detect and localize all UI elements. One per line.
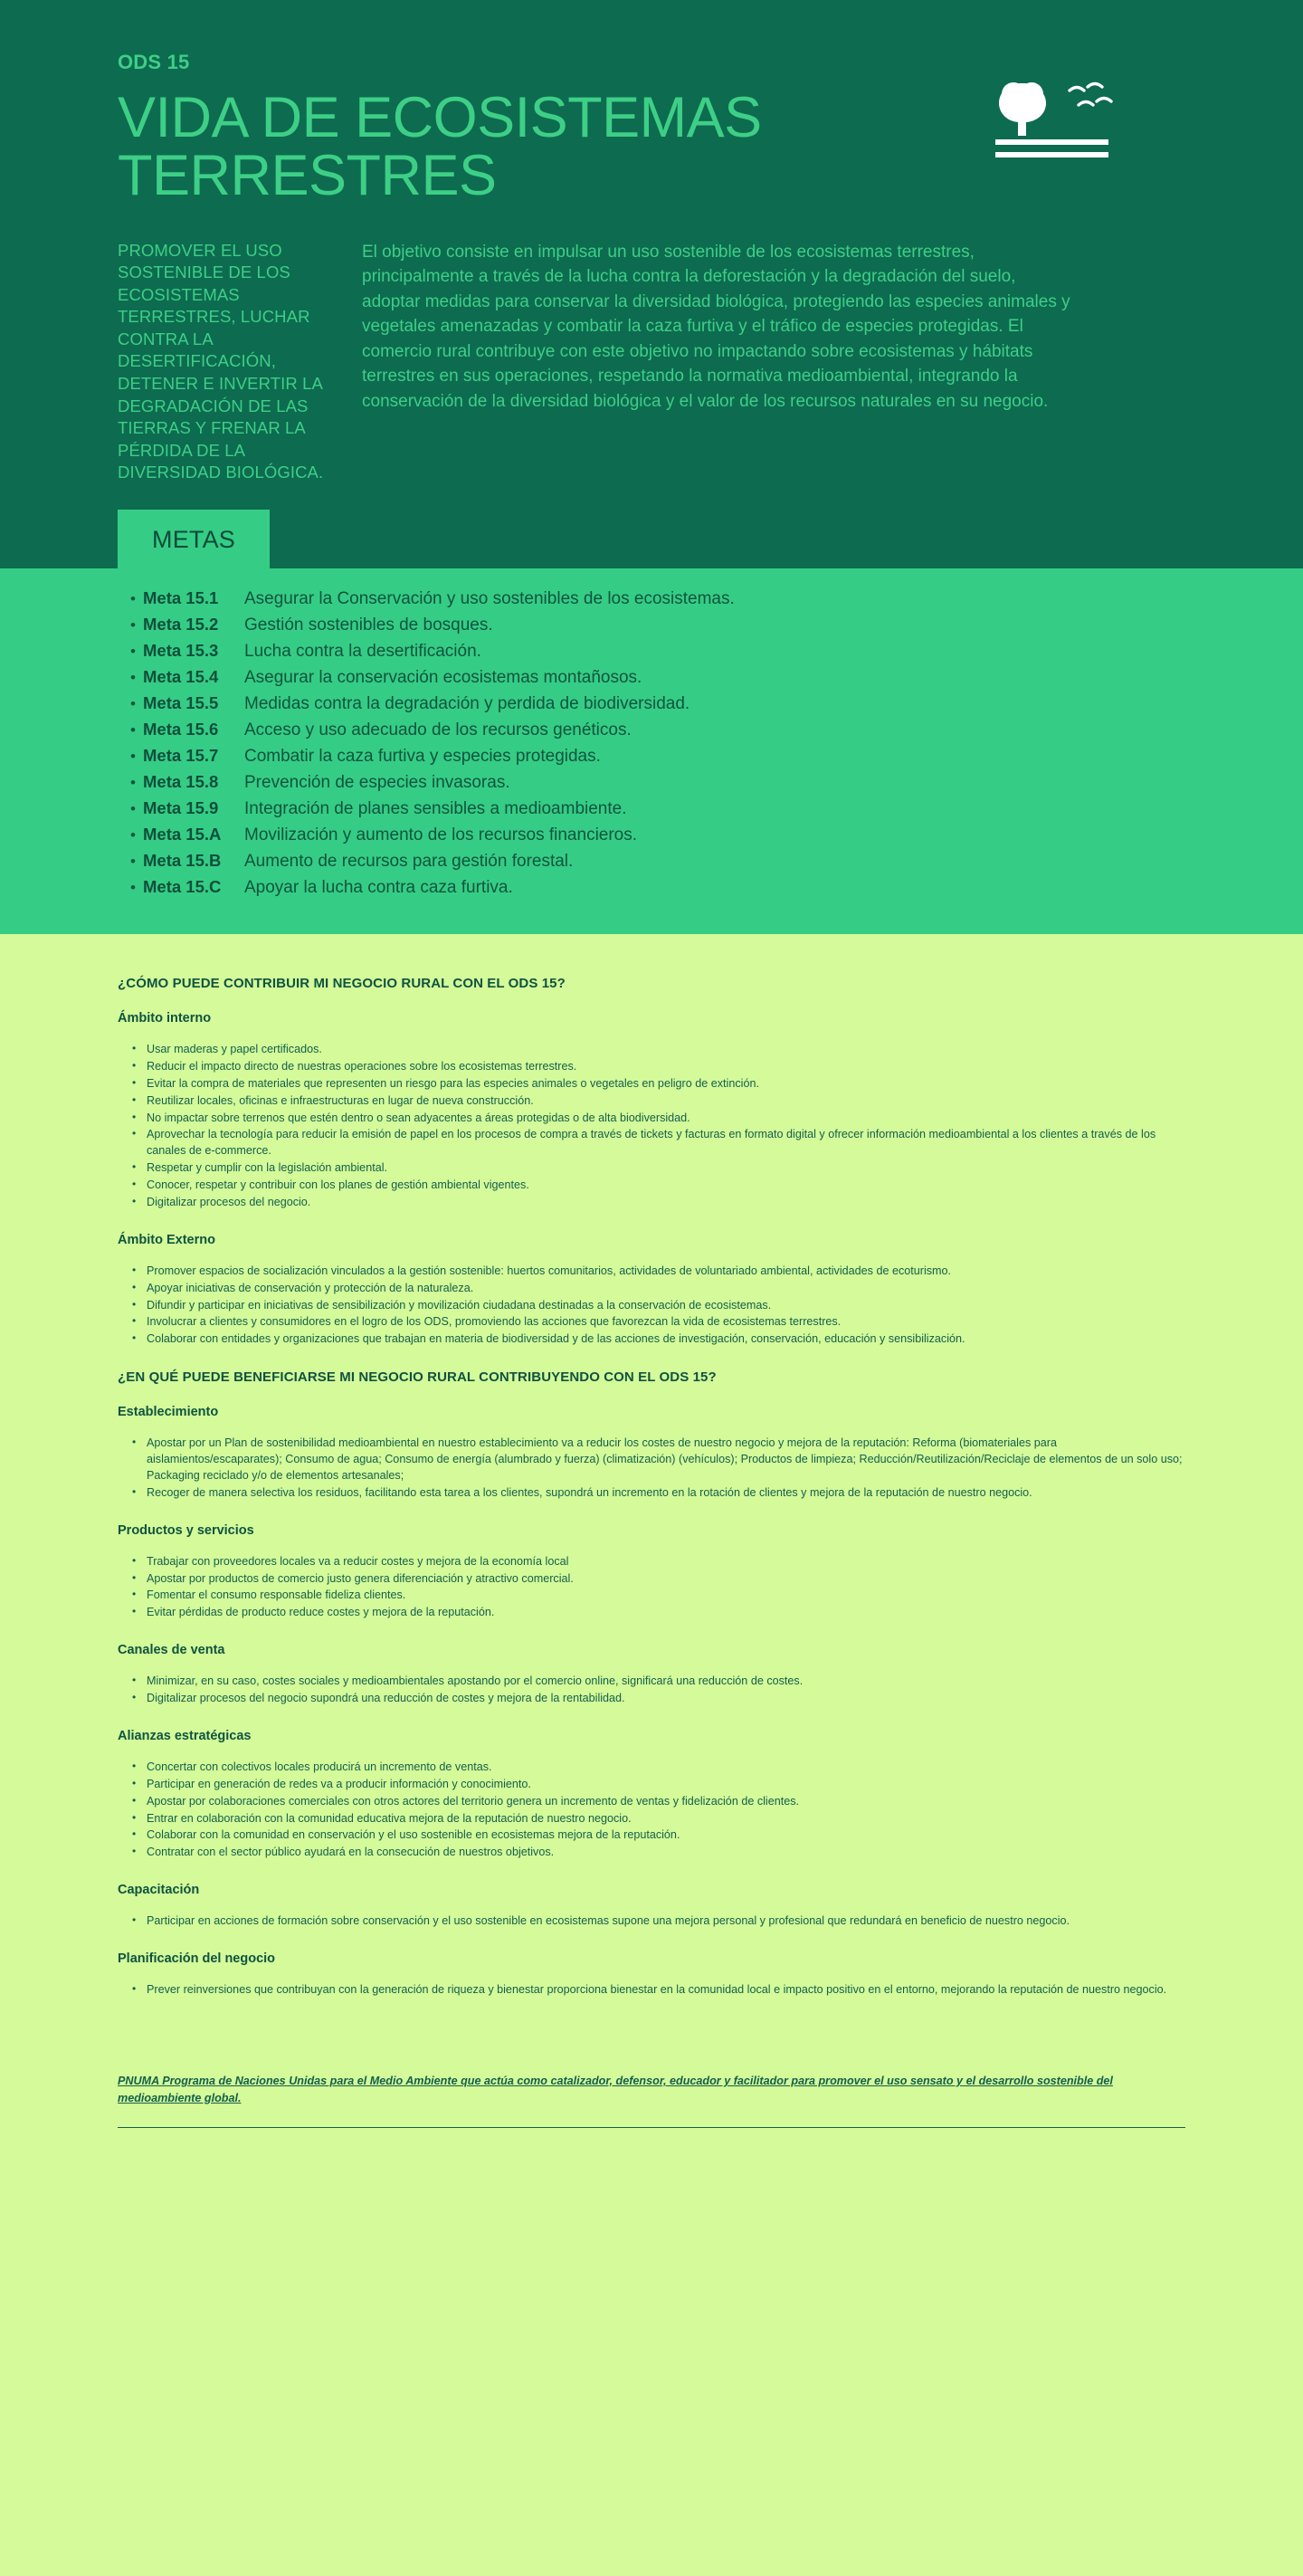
list-item: • Reducir el impacto directo de nuestras operaciones sobre los ecosistemas terrestres. xyxy=(132,1059,1185,1075)
meta-code: Meta 15.9 xyxy=(143,798,219,818)
benefit-group-list xyxy=(118,1674,1185,1707)
page-footer xyxy=(0,2020,1303,2200)
list-item: • Involucrar a clientes y consumidores en el logro de los ODS, promoviendo las acciones que favorezcan la vida de ecosistemas terrestres. xyxy=(132,1314,1185,1331)
tree-and-birds-icon xyxy=(995,72,1149,181)
list-item: • Colaborar con la comunidad en conservación y el uso sostenible en ecosistemas mejora de la reputación. xyxy=(132,1827,1185,1844)
meta-text: Movilización y aumento de los recursos financieros. xyxy=(244,825,638,845)
list-item: • Fomentar el consumo responsable fideliza clientes. xyxy=(132,1588,1185,1604)
benefit-group-list xyxy=(118,1913,1185,1930)
list-item: • Entrar en colaboración con la comunidad educativa mejora de la reputación de nuestro negocio. xyxy=(132,1811,1185,1827)
list-item: • Difundir y participar en iniciativas de sensibilización y movilización ciudadana destinadas a la conservación de ecosistemas. xyxy=(132,1298,1185,1314)
bullet-icon: • xyxy=(130,879,136,897)
metas-panel-inner xyxy=(0,588,1303,898)
meta-text: Medidas contra la degradación y perdida de biodiversidad. xyxy=(244,694,690,714)
meta-code: Meta 15.8 xyxy=(143,772,219,792)
benefit-question-heading: ¿EN QUÉ PUEDE BENEFICIARSE MI NEGOCIO RURAL CONTRIBUYENDO CON EL ODS 15? xyxy=(118,1369,717,1386)
list-item: • Apostar por productos de comercio justo genera diferenciación y atractivo comercial. xyxy=(132,1571,1185,1588)
meta-text: Integración de planes sensibles a medioambiente. xyxy=(244,799,627,819)
bottom-spacer xyxy=(118,2128,1185,2200)
meta-row xyxy=(130,772,1185,793)
list-item: • Minimizar, en su caso, costes sociales y medioambientales apostando por el comercio online, significará una reducción de costes. xyxy=(132,1674,1185,1690)
list-item: • Respetar y cumplir con la legislación ambiental. xyxy=(132,1160,1185,1177)
meta-text: Apoyar la lucha contra caza furtiva. xyxy=(244,878,513,898)
list-item: • Participar en acciones de formación sobre conservación y el uso sostenible en ecosistemas supone una mejora personal y profesional que redundará en beneficio de nuestro negocio. xyxy=(132,1913,1185,1930)
meta-text: Lucha contra la desertificación. xyxy=(244,642,481,662)
meta-text: Aumento de recursos para gestión forestal. xyxy=(244,852,574,872)
meta-code: Meta 15.3 xyxy=(143,641,219,661)
bullet-icon: • xyxy=(130,643,136,661)
meta-row xyxy=(130,877,1185,898)
list-item: • Digitalizar procesos del negocio supondrá una reducción de costes y mejora de la rentabilidad. xyxy=(132,1691,1185,1707)
meta-row xyxy=(130,693,1185,714)
meta-text: Combatir la caza furtiva y especies protegidas. xyxy=(244,747,601,767)
meta-row xyxy=(130,746,1185,767)
metas-tab-wrap xyxy=(0,510,1303,568)
hero-description: El objetivo consiste en impulsar un uso sostenible de los ecosistemas terrestres, principalmente a través de la lucha contra la deforestación y la degradación del suelo, adoptar medidas para conservar la diversidad biológica, protegiendo las especies animales y vegetales amenazadas y combatir la caza furtiva y el tráfico de especies protegidas. El comercio rural contribuye con este objetivo no impactando sobre ecosistemas y hábitats terrestres en sus operaciones, respetando la normativa medioambiental, integrando la conservación de la diversidad biológica y el valor de los recursos naturales en su negocio. xyxy=(362,242,1070,411)
bullet-icon: • xyxy=(130,800,136,818)
bullet-icon: • xyxy=(130,590,136,608)
bullet-icon: • xyxy=(130,695,136,713)
list-item: • Usar maderas y papel certificados. xyxy=(132,1042,1185,1058)
hero-inner xyxy=(0,51,1303,488)
list-item: • Colaborar con entidades y organizaciones que trabajan en materia de biodiversidad y de las acciones de investigación, conservación, educación y sensibilización. xyxy=(132,1331,1185,1348)
meta-code: Meta 15.5 xyxy=(143,693,219,713)
hero-statement: PROMOVER EL USO SOSTENIBLE DE LOS ECOSISTEMAS TERRESTRES, LUCHAR CONTRA LA DESERTIFICACIÓN, DETENER E INVERTIR LA DEGRADACIÓN DE LAS TIERRAS Y FRENAR LA PÉRDIDA DE LA DIVERSIDAD BIOLÓGICA. xyxy=(118,240,324,482)
benefit-group-heading: Alianzas estratégicas xyxy=(118,1728,252,1743)
meta-row xyxy=(130,798,1185,819)
pnuma-footnote: PNUMA Programa de Naciones Unidas para el Medio Ambiente que actúa como catalizador, defensor, educador y facilitador para promover el uso sensato y el desarrollo sostenible del medioambiente global. xyxy=(118,2074,1113,2104)
meta-code: Meta 15.4 xyxy=(143,667,219,687)
list-item: • Concertar con colectivos locales producirá un incremento de ventas. xyxy=(132,1760,1185,1776)
benefit-groups xyxy=(118,1405,1185,1999)
external-scope-list xyxy=(118,1264,1185,1348)
main-content xyxy=(0,934,1303,1999)
meta-code: Meta 15.2 xyxy=(143,615,219,634)
benefit-group-list xyxy=(118,1982,1185,1999)
ods-number-label: ODS 15 xyxy=(118,51,190,73)
list-item: • Digitalizar procesos del negocio. xyxy=(132,1195,1185,1211)
list-item: • Evitar pérdidas de producto reduce costes y mejora de la reputación. xyxy=(132,1605,1185,1621)
list-item: • Evitar la compra de materiales que representen un riesgo para las especies animales o vegetales en peligro de extinción. xyxy=(132,1076,1185,1092)
meta-text: Acceso y uso adecuado de los recursos genéticos. xyxy=(244,720,632,740)
list-item: • Prever reinversiones que contribuyan con la generación de riqueza y bienestar proporciona bienestar en la comunidad local e impacto positivo en el entorno, mejorando la reputación de nuestro negocio. xyxy=(132,1982,1185,1999)
list-item: • No impactar sobre terrenos que estén dentro o sean adyacentes a áreas protegidas o de alta biodiversidad. xyxy=(132,1111,1185,1127)
meta-code: Meta 15.B xyxy=(143,851,222,871)
benefit-group-list xyxy=(118,1554,1185,1622)
benefit-group-heading: Establecimiento xyxy=(118,1405,219,1420)
bullet-icon: • xyxy=(130,853,136,871)
bullet-icon: • xyxy=(130,826,136,844)
list-item: • Aprovechar la tecnología para reducir la emisión de papel en los procesos de compra a través de tickets y facturas en formato digital y ofrecer información medioambiental a los clientes a través de los canales de e-commerce. xyxy=(132,1127,1185,1159)
internal-scope-list xyxy=(118,1042,1185,1211)
hero-columns xyxy=(118,240,1185,489)
meta-row xyxy=(130,720,1185,740)
list-item: • Apoyar iniciativas de conservación y protección de la naturaleza. xyxy=(132,1281,1185,1297)
benefit-group-heading: Productos y servicios xyxy=(118,1522,254,1538)
meta-text: Gestión sostenibles de bosques. xyxy=(244,615,493,635)
meta-text: Prevención de especies invasoras. xyxy=(244,773,510,793)
meta-row xyxy=(130,667,1185,688)
hero-banner xyxy=(0,0,1303,568)
benefit-group-heading: Planificación del negocio xyxy=(118,1951,276,1967)
list-item: • Promover espacios de socialización vinculados a la gestión sostenible: huertos comunitarios, actividades de voluntariado ambiental, actividades de ecoturismo. xyxy=(132,1264,1185,1280)
benefit-group-list xyxy=(118,1436,1185,1502)
contribute-question-heading: ¿CÓMO PUEDE CONTRIBUIR MI NEGOCIO RURAL CON EL ODS 15? xyxy=(118,976,566,992)
list-item: • Conocer, respetar y contribuir con los planes de gestión ambiental vigentes. xyxy=(132,1178,1185,1194)
meta-code: Meta 15.1 xyxy=(143,588,219,608)
benefit-group-list xyxy=(118,1760,1185,1861)
meta-row xyxy=(130,851,1185,872)
list-item: • Participar en generación de redes va a producir información y conocimiento. xyxy=(132,1777,1185,1793)
meta-row xyxy=(130,588,1185,609)
metas-list xyxy=(118,588,1185,898)
list-item: • Apostar por colaboraciones comerciales con otros actores del territorio genera un incremento de ventas y fidelización de clientes. xyxy=(132,1794,1185,1810)
meta-text: Asegurar la Conservación y uso sostenibles de los ecosistemas. xyxy=(244,589,735,609)
meta-row xyxy=(130,615,1185,635)
meta-row xyxy=(130,641,1185,662)
list-item: • Recoger de manera selectiva los residuos, facilitando esta tarea a los clientes, supondrá un incremento en la rotación de clientes y mejora de la reputación de nuestro negocio. xyxy=(132,1485,1185,1502)
metas-panel xyxy=(0,568,1303,934)
list-item: • Trabajar con proveedores locales va a reducir costes y mejora de la economía local xyxy=(132,1554,1185,1570)
bullet-icon: • xyxy=(130,721,136,739)
meta-code: Meta 15.A xyxy=(143,825,222,844)
meta-row xyxy=(130,825,1185,845)
meta-code: Meta 15.C xyxy=(143,877,222,897)
benefit-group-heading: Canales de venta xyxy=(118,1643,225,1658)
list-item: • Apostar por un Plan de sostenibilidad medioambiental en nuestro establecimiento va a reducir los costes de nuestro negocio y mejora de la reputación: Reforma (biomateriales para aislamientos/escaparates); Consumo de agua; Consumo de energía (alumbrado y fuerza) (climatización) (vehículos); Productos de limpieza; Reducción/Reutilización/Reciclaje de elementos de un solo uso; Packaging reciclado y/o de elementos artesanales; xyxy=(132,1436,1185,1484)
list-item: • Contratar con el sector público ayudará en la consecución de nuestros objetivos. xyxy=(132,1845,1185,1861)
external-scope-heading: Ámbito Externo xyxy=(118,1232,215,1247)
metas-tab: METAS xyxy=(118,510,270,568)
meta-text: Asegurar la conservación ecosistemas montañosos. xyxy=(244,668,642,688)
meta-code: Meta 15.6 xyxy=(143,720,219,739)
bullet-icon: • xyxy=(130,616,136,634)
list-item: • Reutilizar locales, oficinas e infraestructuras en lugar de nueva construcción. xyxy=(132,1093,1185,1110)
bullet-icon: • xyxy=(130,774,136,792)
bullet-icon: • xyxy=(130,748,136,766)
bullet-icon: • xyxy=(130,669,136,687)
page-title: VIDA DE ECOSISTEMAS TERRESTRES xyxy=(118,86,762,208)
meta-code: Meta 15.7 xyxy=(143,746,219,766)
benefit-group-heading: Capacitación xyxy=(118,1883,200,1898)
internal-scope-heading: Ámbito interno xyxy=(118,1011,212,1026)
